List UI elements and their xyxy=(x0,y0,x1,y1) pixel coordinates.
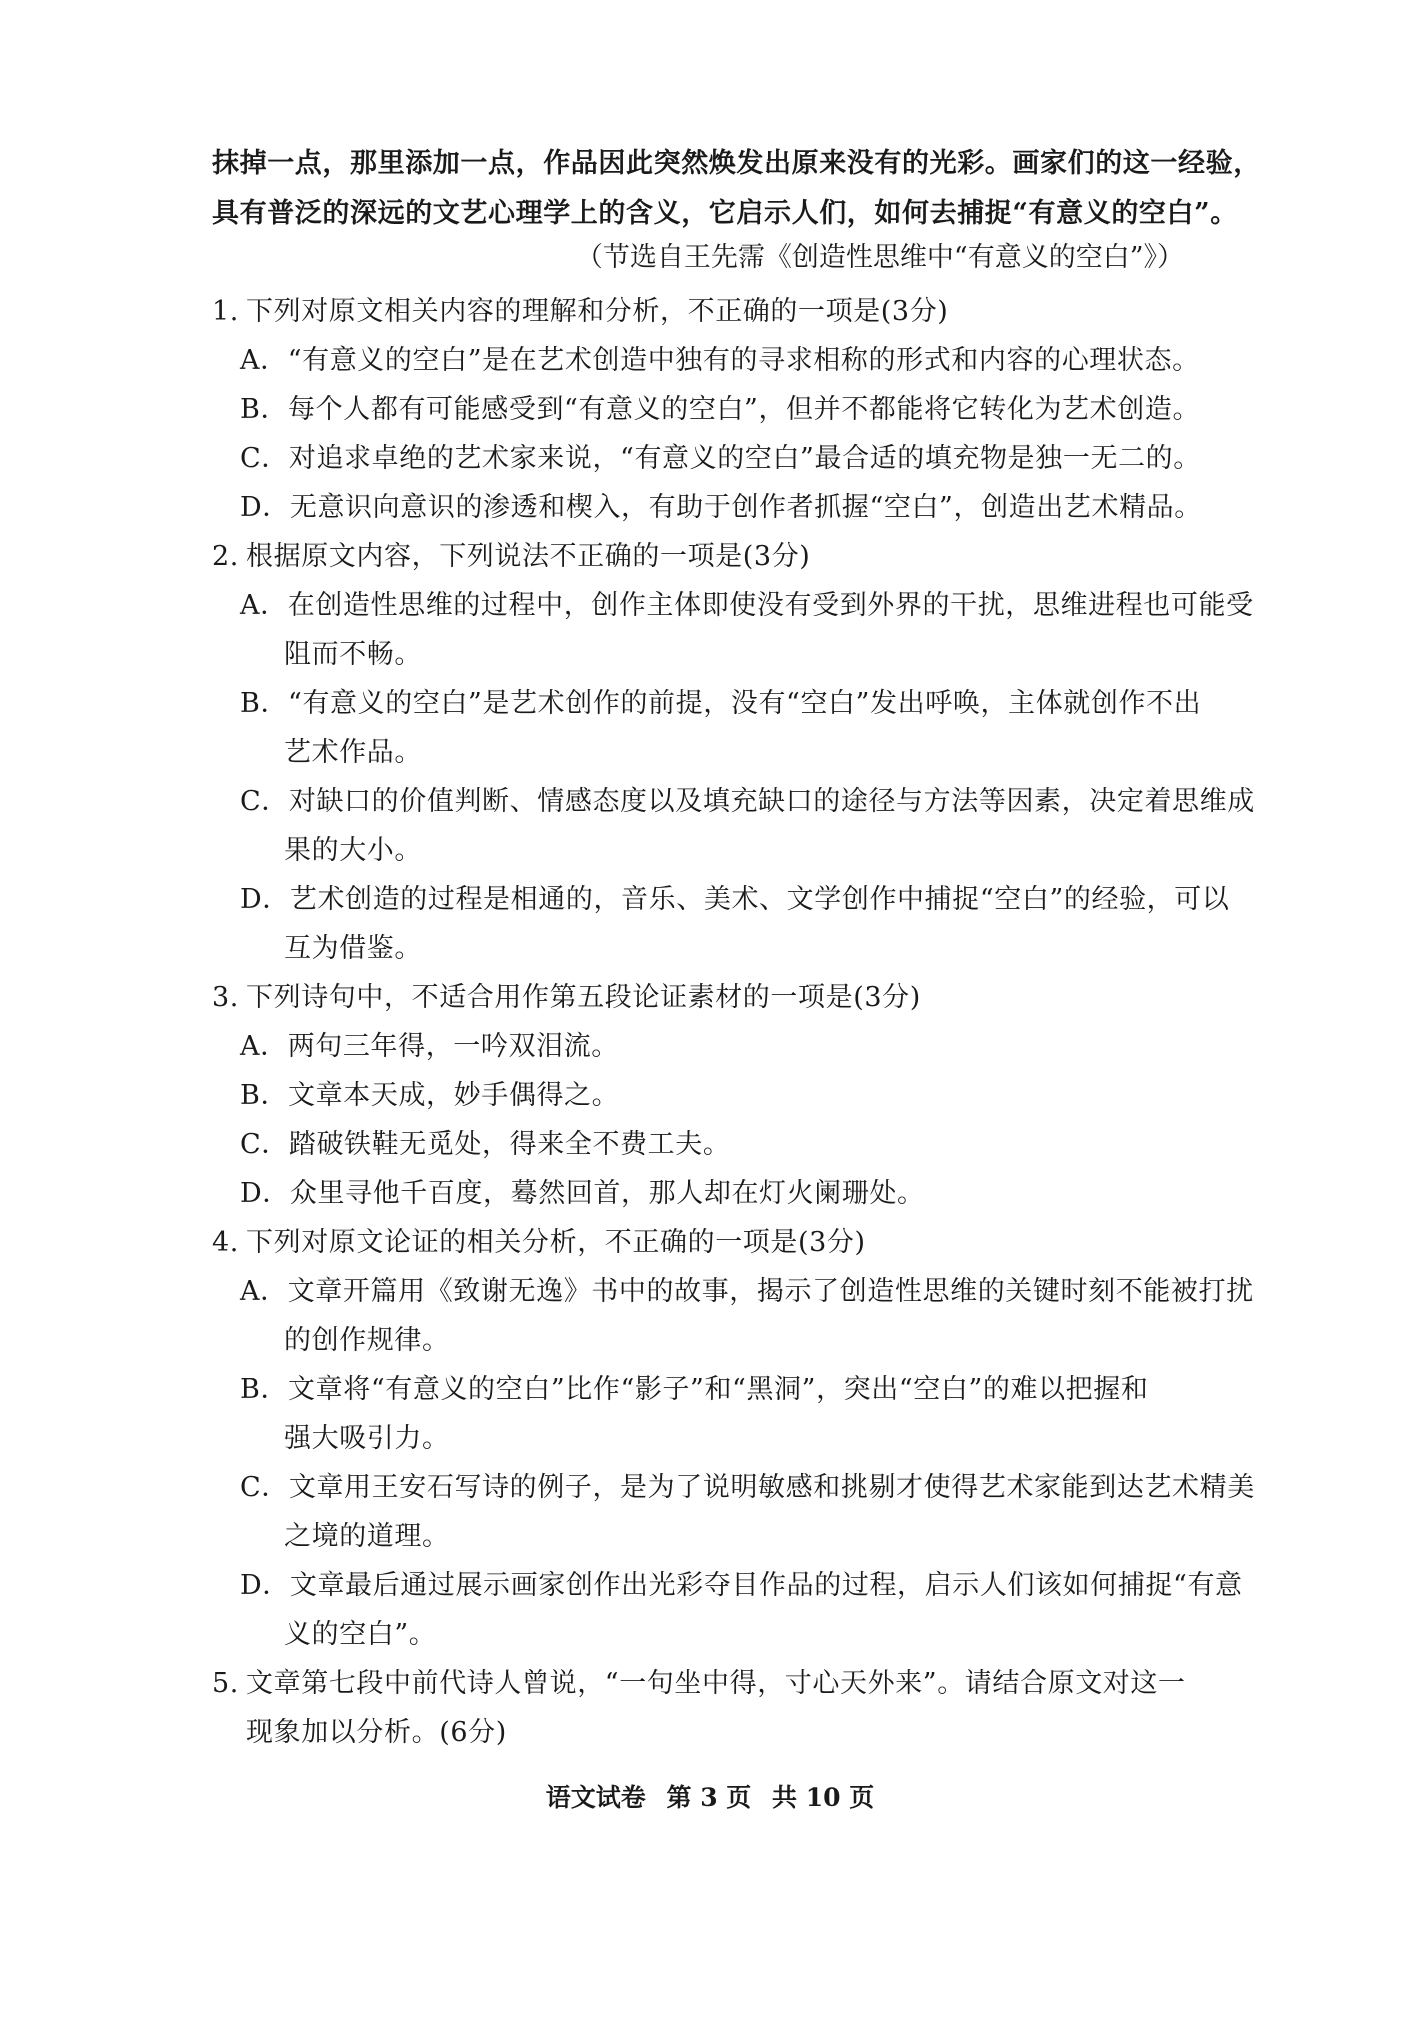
question-3-option-c xyxy=(240,1127,730,1163)
question-4-option-b xyxy=(240,1372,1148,1408)
option-letter: D． xyxy=(240,884,290,915)
option-letter: B． xyxy=(240,1374,289,1405)
passage-source: （节选自王先霈《创造性思维中“有意义的空白”》） xyxy=(575,242,1184,273)
footer-total-pages: 共 10 页 xyxy=(772,1783,875,1812)
option-continuation: 果的大小。 xyxy=(284,835,422,866)
question-number: 5. xyxy=(212,1668,239,1699)
option-continuation: 阻而不畅。 xyxy=(284,639,422,670)
question-number: 4. xyxy=(212,1227,239,1258)
question-1-stem xyxy=(212,294,948,330)
question-3-option-b xyxy=(240,1078,619,1114)
question-number: 3. xyxy=(212,982,239,1013)
option-letter: B． xyxy=(240,394,289,425)
option-text: 文章用王安石写诗的例子，是为了说明敏感和挑剔才使得艺术家能到达艺术精美 xyxy=(288,1472,1255,1503)
option-continuation: 互为借鉴。 xyxy=(284,933,422,964)
question-5-stem xyxy=(212,1666,1186,1702)
question-number: 1. xyxy=(212,296,239,327)
option-text: 对缺口的价值判断、情感态度以及填充缺口的途径与方法等因素，决定着思维成 xyxy=(288,786,1255,817)
option-continuation: 的创作规律。 xyxy=(284,1325,450,1356)
option-continuation: 强大吸引力。 xyxy=(284,1423,450,1454)
question-1-option-a xyxy=(240,343,1200,379)
question-2-option-b xyxy=(240,686,1201,722)
question-text: 下列对原文相关内容的理解和分析，不正确的一项是(3分) xyxy=(246,296,949,327)
option-text: “有意义的空白”是艺术创作的前提，没有“空白”发出呼唤，主体就创作不出 xyxy=(288,688,1202,719)
question-4-option-d xyxy=(240,1568,1243,1604)
option-letter: C． xyxy=(240,1472,289,1503)
question-1-option-c xyxy=(240,441,1201,477)
passage-line: 具有普泛的深远的文艺心理学上的含义，它启示人们，如何去捕捉“有意义的空白”。 xyxy=(212,198,1238,229)
page-footer xyxy=(0,1778,1420,1814)
option-letter: C． xyxy=(240,1129,289,1160)
passage-line: 抹掉一点，那里添加一点，作品因此突然焕发出原来没有的光彩。画家们的这一经验， xyxy=(212,148,1261,179)
question-3-option-a xyxy=(240,1029,619,1065)
question-number: 2. xyxy=(212,541,239,572)
question-1-option-d xyxy=(240,490,1202,526)
question-2-option-a xyxy=(240,588,1254,624)
option-letter: C． xyxy=(240,786,289,817)
option-text: 众里寻他千百度，蓦然回首，那人却在灯火阑珊处。 xyxy=(289,1178,925,1209)
footer-subject: 语文试卷 xyxy=(545,1783,646,1812)
question-4-option-a xyxy=(240,1274,1254,1310)
option-text: “有意义的空白”是在艺术创造中独有的寻求相称的形式和内容的心理状态。 xyxy=(287,345,1200,376)
option-text: 每个人都有可能感受到“有意义的空白”，但并不都能将它转化为艺术创造。 xyxy=(288,394,1201,425)
option-continuation: 义的空白”。 xyxy=(284,1619,437,1650)
option-letter: C． xyxy=(240,443,289,474)
question-2-option-d xyxy=(240,882,1229,918)
option-letter: A． xyxy=(240,1031,288,1062)
question-3-option-d xyxy=(240,1176,925,1212)
question-text: 文章第七段中前代诗人曾说，“一句坐中得，寸心天外来”。请结合原文对这一 xyxy=(246,1668,1186,1699)
question-5-stem-continuation: 现象加以分析。(6分) xyxy=(246,1717,507,1748)
question-2-option-c xyxy=(240,784,1255,820)
option-text: 文章本天成，妙手偶得之。 xyxy=(288,1080,620,1111)
question-1-option-b xyxy=(240,392,1200,428)
option-letter: D． xyxy=(240,492,290,523)
option-continuation: 之境的道理。 xyxy=(284,1521,450,1552)
question-3-stem xyxy=(212,980,921,1016)
option-letter: D． xyxy=(240,1570,290,1601)
option-letter: B． xyxy=(240,688,289,719)
option-letter: A． xyxy=(240,1276,288,1307)
option-text: 无意识向意识的渗透和楔入，有助于创作者抓握“空白”，创造出艺术精品。 xyxy=(289,492,1202,523)
question-4-option-c xyxy=(240,1470,1255,1506)
option-text: 文章将“有意义的空白”比作“影子”和“黑洞”，突出“空白”的难以把握和 xyxy=(288,1374,1149,1405)
option-text: 文章开篇用《致谢无逸》书中的故事，揭示了创造性思维的关键时刻不能被打扰 xyxy=(287,1276,1254,1307)
question-text: 下列诗句中，不适合用作第五段论证素材的一项是(3分) xyxy=(246,982,921,1013)
footer-page-number: 第 3 页 xyxy=(666,1783,752,1812)
question-2-stem xyxy=(212,539,810,575)
option-letter: A． xyxy=(240,590,288,621)
option-text: 对追求卓绝的艺术家来说，“有意义的空白”最合适的填充物是独一无二的。 xyxy=(288,443,1201,474)
question-text: 下列对原文论证的相关分析，不正确的一项是(3分) xyxy=(246,1227,866,1258)
option-text: 艺术创造的过程是相通的，音乐、美术、文学创作中捕捉“空白”的经验，可以 xyxy=(289,884,1230,915)
option-continuation: 艺术作品。 xyxy=(284,737,422,768)
option-letter: A． xyxy=(240,345,288,376)
option-letter: D． xyxy=(240,1178,290,1209)
option-letter: B． xyxy=(240,1080,289,1111)
option-text: 踏破铁鞋无觅处，得来全不费工夫。 xyxy=(288,1129,731,1160)
option-text: 两句三年得，一吟双泪流。 xyxy=(287,1031,619,1062)
question-text: 根据原文内容，下列说法不正确的一项是(3分) xyxy=(246,541,811,572)
option-text: 在创造性思维的过程中，创作主体即使没有受到外界的干扰，思维进程也可能受 xyxy=(287,590,1254,621)
option-text: 文章最后通过展示画家创作出光彩夺目作品的过程，启示人们该如何捕捉“有意 xyxy=(289,1570,1243,1601)
question-4-stem xyxy=(212,1225,866,1261)
